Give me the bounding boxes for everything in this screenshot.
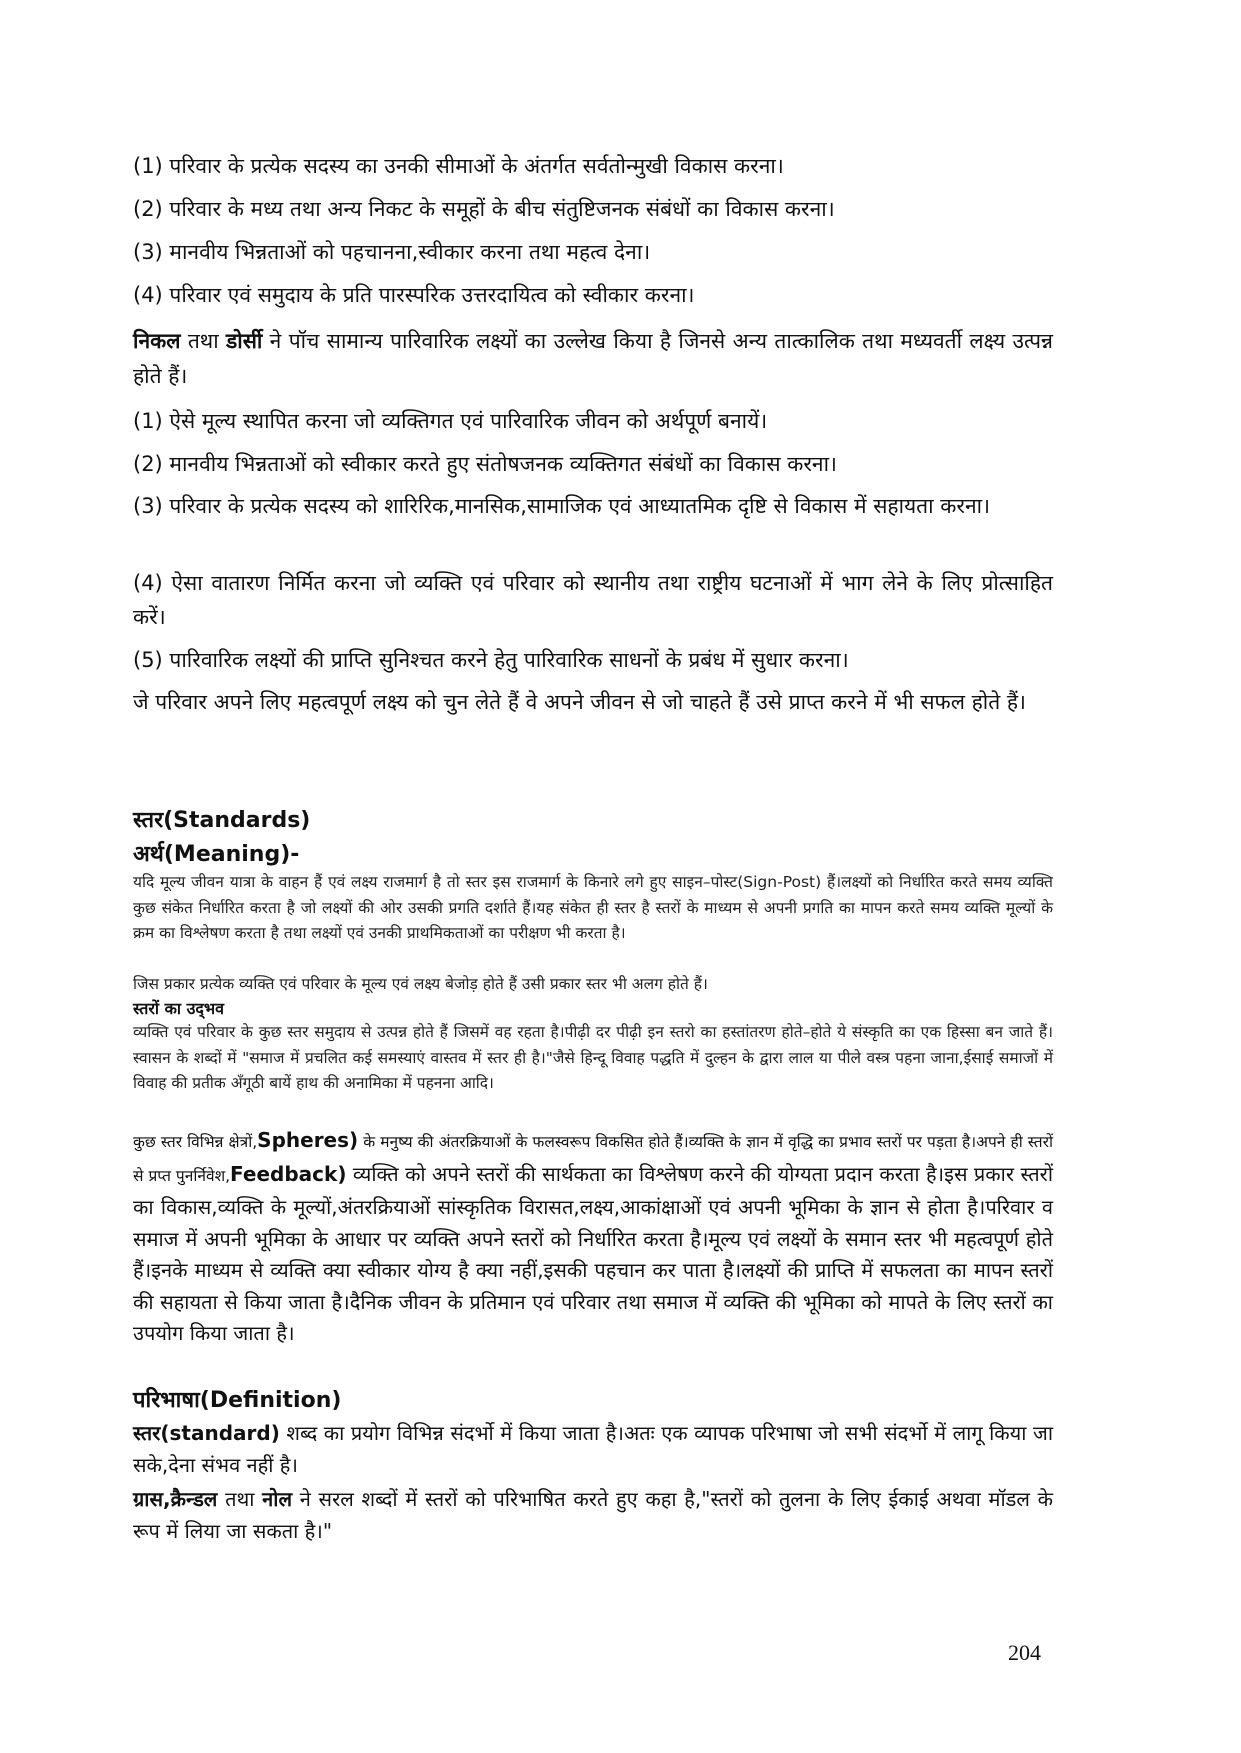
term-feedback: Feedback): [230, 1161, 347, 1186]
author-knoll: नोल: [262, 1487, 293, 1511]
nickell-dorsey-paragraph: निकल तथा डोर्सी ने पॉच सामान्य पारिवारिक लक्ष्यों का उल्लेख किया है जिनसे अन्य तात्कालिक तथा मध्यवर्ती लक्ष्य उत्पन्न होते हैं।: [133, 329, 1053, 388]
heading-meaning: अर्थ(Meaning)-: [133, 842, 300, 867]
heading-standards: स्तर(Standards): [133, 808, 311, 833]
goal-item-3: (3) मानवीय भिन्नताओं को पहचानना,स्वीकार करना तथा महत्व देना।: [133, 240, 651, 264]
goal-item-1: (1) परिवार के प्रत्येक सदस्य का उनकी सीमाओं के अंतर्गत सर्वतोन्मुखी विकास करना।: [133, 154, 784, 178]
gross-crandall-knoll-paragraph: ग्रास,क्रैन्डल तथा नोल ने सरल शब्दों में स्तरों को परिभाषित करते हुए कहा है,"स्तरों को तुलना के लिए ईकाई अथवा मॉडल के रूप में लिया जा सकता है।": [133, 1487, 1054, 1543]
family-goal-2: (2) मानवीय भिन्नताओं को स्वीकार करते हुए संतोषजनक व्यक्तिगत संबंधों का विकास करना।: [133, 452, 837, 476]
origin-paragraph: व्यक्ति एवं परिवार के कुछ स्तर समुदाय से उत्पन्न होते हैं जिसमें वह रहता है।पीढ़ी दर पीढ़ी इन स्तरो का हस्तांतरण होते–होते ये संस्कृति का एक हिस्सा बन जाते हैं।स्वासन के शब्दों में "समाज में प्रचलित कई समस्याएं वास्तव में स्तर ही है।"जैसे हिन्दू विवाह पद्धति में दुल्हन के द्वारा लाल या पीले वस्त्र पहना जाना,ईसाई समाजों में विवाह की प्रतीक अँगूठी बायें हाथ की अनामिका में पहनना आदि।: [133, 1023, 1053, 1092]
author-nickell: निकल: [133, 329, 181, 353]
term-standard: स्तर(standard): [133, 1421, 280, 1445]
closing-paragraph: जे परिवार अपने लिए महत्वपूर्ण लक्ष्य को चुन लेते हैं वे अपने जीवन से जो चाहते हैं उसे प्राप्त करने में भी सफल होते हैं।: [133, 690, 1026, 714]
author-dorsey: डोर्सी: [226, 329, 263, 353]
term-spheres: Spheres): [257, 1128, 359, 1152]
subheading-origin: स्तरों का उद्‌भव: [133, 999, 225, 1018]
meaning-paragraph: यदि मूल्य जीवन यात्रा के वाहन हैं एवं लक्ष्य राजमार्ग है तो स्तर इस राजमार्ग के किनारे लगे हुए साइन–पोस्ट(Sign-Post) हैं।लक्ष्यों को निर्धारित करते समय व्यक्ति कुछ संकेत निर्धारित करता है जो लक्ष्यों की ओर उसकी प्रगति दर्शाते हैं।यह संकेत ही स्तर है स्तरों के माध्यम से अपनी प्रगति का मापन करते समय व्यक्ति मूल्यों के क्रम का विश्लेषण करता है तथा लक्ष्यों एवं उनकी प्राथमिकताओं का परीक्षण भी करता है।: [133, 873, 1053, 942]
meaning-paragraph-2: जिस प्रकार प्रत्येक व्यक्ति एवं परिवार के मूल्य एवं लक्ष्य बेजोड़ होते हैं उसी प्रकार स्तर भी अलग होते हैं।: [133, 975, 708, 993]
heading-definition: परिभाषा(Definition): [133, 1388, 342, 1413]
author-gross-crandall: ग्रास,क्रैन्डल: [133, 1487, 218, 1511]
spheres-paragraph: कुछ स्तर विभिन्न क्षेत्रों,Spheres) के मनुष्य की अंतरक्रियाओं के फलस्वरूप विकसित होते हैं।व्यक्ति के ज्ञान में वृद्धि का प्रभाव स्तरों पर पड़ता है।अपने ही स्तरों से प्रप्त पुनर्निवेश,Feedback) व्यक्ति को अपने स्तरों की सार्थकता का विश्लेषण करने की योग्यता प्रदान करता है।इस प्रकार स्तरों का विकास,व्यक्ति के मूल्यों,अंतरक्रियाओं सांस्कृतिक विरासत,लक्ष्य,आकांक्षाओं एवं अपनी भूमिका के ज्ञान से होता है।परिवार व समाज में अपनी भूमिका के आधार पर व्यक्ति अपने स्तरों को निर्धारित करता है।मूल्य एवं लक्ष्यों के समान स्तर भी महत्वपूर्ण होते हैं।इनके माध्यम से व्यक्ति क्या स्वीकार योग्य है क्या नहीं,इसकी पहचान कर पाता है।लक्ष्यों की प्राप्ति में सफलता का मापन स्तरों की सहायता से किया जाता है।दैनिक जीवन के प्रतिमान एवं परिवार तथा समाज में व्यक्ति की भूमिका को मापते के लिए स्तरों का उपयोग किया जाता है।: [133, 1128, 1053, 1345]
family-goal-1: (1) ऐसे मूल्य स्थापित करना जो व्यक्तिगत एवं पारिवारिक जीवन को अर्थपूर्ण बनायें।: [133, 409, 768, 433]
page-number: 204: [1008, 1640, 1041, 1665]
goal-item-4: (4) परिवार एवं समुदाय के प्रति पारस्परिक उत्तरदायित्व को स्वीकार करना।: [133, 283, 695, 307]
family-goal-5: (5) पारिवारिक लक्ष्यों की प्राप्ति सुनिश्चत करने हेतु पारिवारिक साधनों के प्रबंध में सुधार करना।: [133, 648, 849, 672]
family-goal-4: (4) ऐसा वातारण निर्मित करना जो व्यक्ति एवं परिवार को स्थानीय तथा राष्ट्रीय घटनाओं में भाग लेने के लिए प्रोत्साहित करें।: [133, 571, 1053, 629]
definition-paragraph: स्तर(standard) शब्द का प्रयोग विभिन्न संदर्भो में किया जाता है।अतः एक व्यापक परिभाषा जो सभी संदर्भो में लागू किया जा सके,देना संभव नहीं है।: [133, 1421, 1053, 1477]
goal-item-2: (2) परिवार के मध्य तथा अन्य निकट के समूहों के बीच संतुष्टिजनक संबंधों का विकास करना।: [133, 197, 835, 221]
family-goal-3: (3) परिवार के प्रत्येक सदस्य को शारिरिक,मानसिक,सामाजिक एवं आध्यातमिक दृष्टि से विकास में सहायता करना।: [133, 494, 991, 518]
